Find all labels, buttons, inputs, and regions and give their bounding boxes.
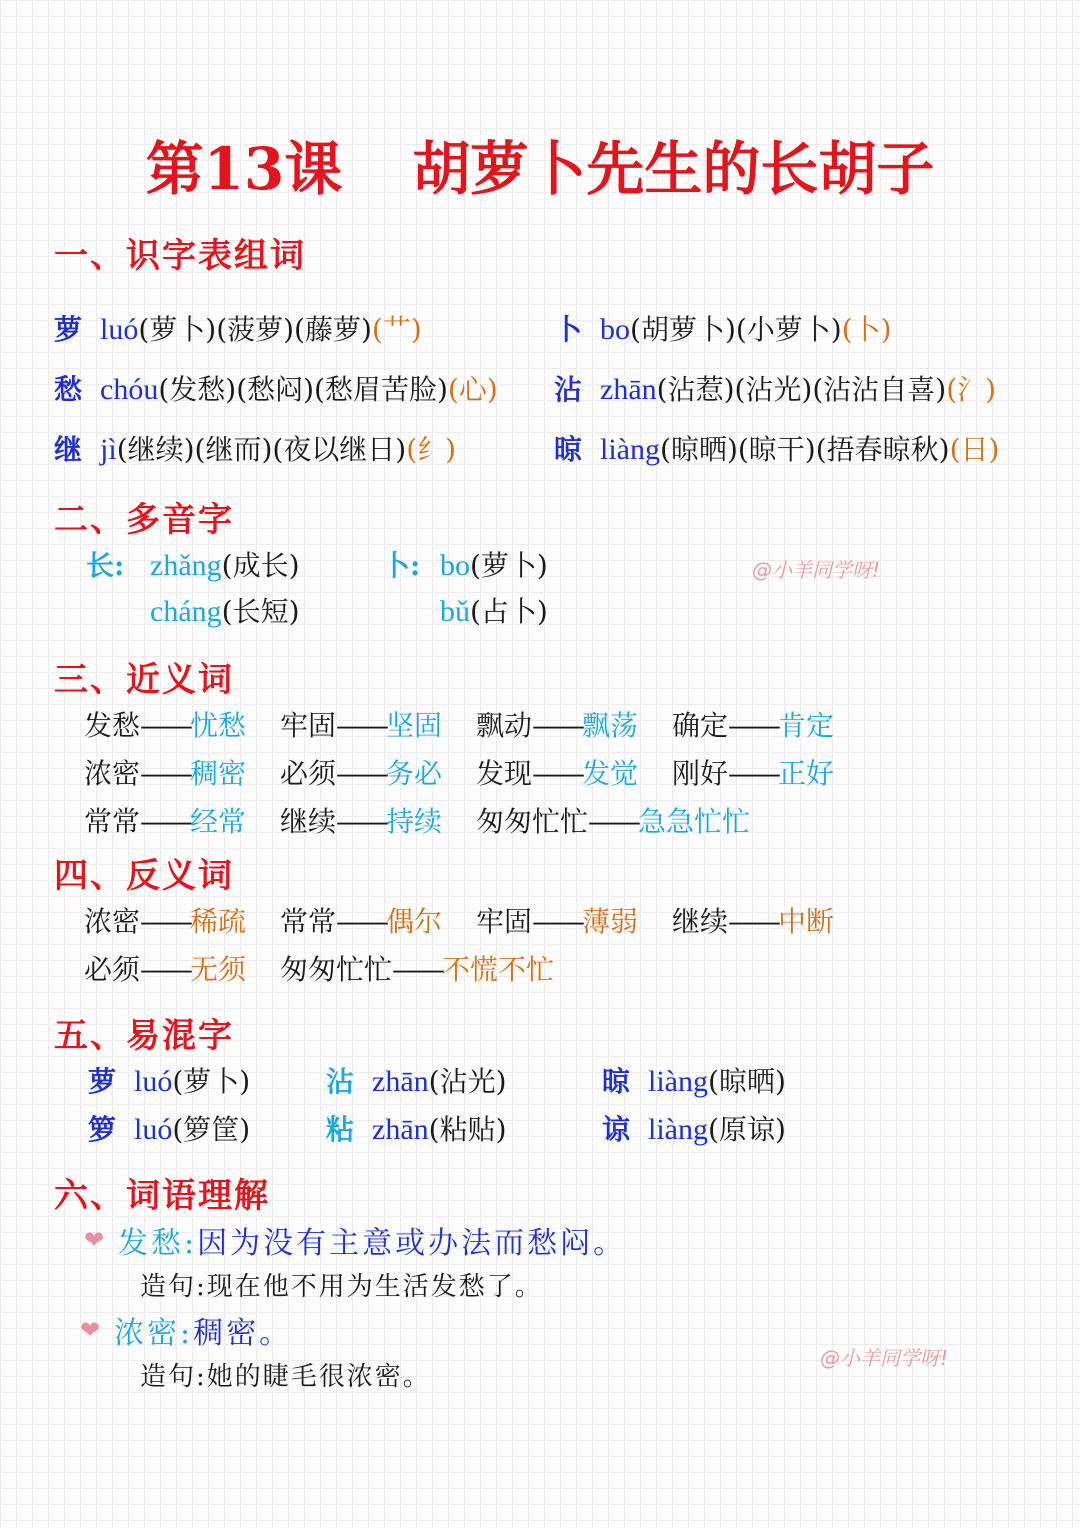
synonym-pair: 发现——发觉 [476, 757, 639, 790]
s1-pinyin: bo [600, 313, 631, 346]
polyphone-reading: cháng(长短) [150, 595, 300, 628]
s1-char: 萝 [54, 313, 83, 346]
s1-item [554, 308, 892, 348]
synonym-pair: 浓密——稠密 [84, 757, 247, 790]
s1-char: 卜 [554, 313, 583, 346]
s1-words: (发愁)(愁闷)(愁眉苦脸) [158, 373, 448, 406]
s1-words: (继续)(继而)(夜以继日) [116, 433, 407, 466]
lesson-number: 第13课 [145, 135, 343, 203]
s1-pinyin: jì [100, 433, 117, 466]
watermark: @小羊同学呀! [752, 558, 881, 582]
polyphone-reading: bo(萝卜) [440, 549, 548, 582]
example-sentence: 造句:现在他不用为生活发愁了。 [140, 1272, 543, 1302]
s1-radical: (纟) [406, 433, 457, 466]
example-sentence: 造句:她的睫毛很浓密。 [140, 1362, 431, 1392]
s1-item [554, 368, 996, 408]
confusable-item: 粘 zhān(粘贴) [326, 1113, 507, 1146]
synonym-pair: 刚好——正好 [672, 757, 835, 790]
antonym-pair: 必须——无须 [84, 953, 247, 986]
section-1-heading: 一、识字表组词 [54, 236, 306, 276]
page-title [0, 122, 1080, 206]
s1-radical: (艹) [371, 313, 422, 346]
heart-icon: ❤ [80, 1316, 101, 1344]
confusable-item: 箩 luó(箩筐) [88, 1113, 251, 1146]
watermark: @小羊同学呀! [820, 1346, 949, 1370]
s1-char: 晾 [554, 433, 583, 466]
antonym-pair: 常常——偶尔 [280, 905, 443, 938]
polyphone-char: 卜: [382, 549, 421, 582]
polyphone-reading: bǔ(占卜) [440, 595, 548, 628]
confusable-item: 晾 liàng(晾晒) [602, 1065, 786, 1098]
s1-radical: (氵) [946, 373, 997, 406]
antonym-pair: 浓密——稀疏 [84, 905, 247, 938]
lesson-name: 胡萝卜先生的长胡子 [412, 135, 935, 203]
s1-words: (沾惹)(沾光)(沾沾自喜) [656, 373, 947, 406]
section-2-heading: 二、多音字 [54, 500, 234, 540]
synonym-pair: 发愁——忧愁 [84, 709, 247, 742]
s1-item [554, 428, 999, 468]
s1-pinyin: zhān [600, 373, 657, 406]
synonym-pair: 确定——肯定 [672, 709, 835, 742]
synonym-pair: 匆匆忙忙——急急忙忙 [476, 805, 751, 838]
antonym-pair: 继续——中断 [672, 905, 835, 938]
s1-pinyin: liàng [600, 433, 661, 466]
s1-item [54, 428, 456, 468]
confusable-item: 沾 zhān(沾光) [326, 1065, 507, 1098]
s1-radical: (卜) [841, 313, 892, 346]
confusable-item: 萝 luó(萝卜) [88, 1065, 251, 1098]
synonym-pair: 飘动——飘荡 [476, 709, 639, 742]
section-4-heading: 四、反义词 [54, 856, 234, 896]
synonym-pair: 必须——务必 [280, 757, 443, 790]
section-3-heading: 三、近义词 [54, 660, 234, 700]
synonym-pair: 常常——经常 [84, 805, 247, 838]
section-5-heading: 五、易混字 [54, 1016, 234, 1056]
s1-pinyin: chóu [100, 373, 159, 406]
s1-radical: (心) [447, 373, 498, 406]
antonym-pair: 匆匆忙忙——不慌不忙 [280, 953, 555, 986]
section-6-heading: 六、词语理解 [54, 1176, 270, 1216]
definition-line: 发愁:因为没有主意或办法而愁闷。 [118, 1226, 627, 1261]
s1-radical: (日) [949, 433, 1000, 466]
definition-line: 浓密:稠密。 [114, 1316, 293, 1351]
s1-words: (晾晒)(晾干)(捂春晾秋) [660, 433, 950, 466]
synonym-pair: 牢固——坚固 [280, 709, 443, 742]
polyphone-reading: zhǎng(成长) [150, 549, 300, 582]
polyphone-char: 长: [86, 549, 125, 582]
s1-item [54, 368, 498, 408]
s1-words: (胡萝卜)(小萝卜) [630, 313, 842, 346]
confusable-item: 谅 liàng(原谅) [602, 1113, 786, 1146]
s1-pinyin: luó [100, 313, 139, 346]
s1-char: 继 [54, 433, 83, 466]
synonym-pair: 继续——持续 [280, 805, 443, 838]
s1-words: (萝卜)(菠萝)(藤萝) [138, 313, 372, 346]
antonym-pair: 牢固——薄弱 [476, 905, 639, 938]
heart-icon: ❤ [84, 1226, 105, 1254]
s1-item [54, 308, 422, 348]
s1-char: 愁 [54, 373, 83, 406]
s1-char: 沾 [554, 373, 583, 406]
